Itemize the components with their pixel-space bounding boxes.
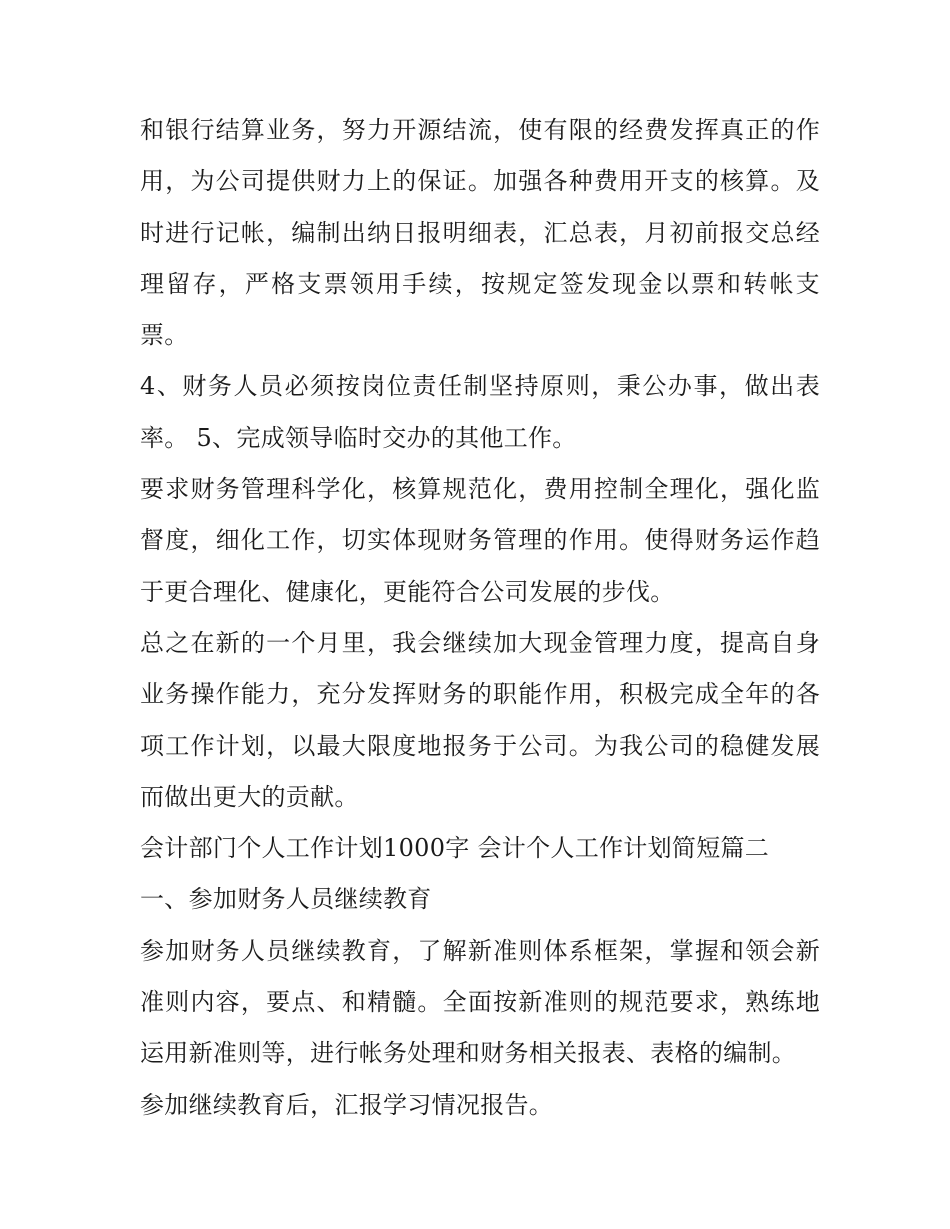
section-title: 会计部门个人工作计划1000字 会计个人工作计划简短篇二 [140,834,770,863]
paragraph-requirements: 要求财务管理科学化，核算规范化，费用控制全理化，强化监督度，细化工作，切实体现财务管理的作用。使得财务运作趋于更合理化、健康化，更能符合公司发展的步伐。 [140,475,820,606]
paragraph-summary: 总之在新的一个月里，我会继续加大现金管理力度，提高自身业务操作能力，充分发挥财务的职能作用，积极完成全年的各项工作计划，以最大限度地报务于公司。为我公司的稳健发展而做出更大的贡献。 [140,628,820,811]
paragraph-duties-4-5: 4、财务人员必须按岗位责任制坚持原则，秉公办事，做出表率。 5、完成领导临时交办的其他工作。 [140,372,820,452]
paragraph-continuing-education: 参加财务人员继续教育，了解新准则体系框架，掌握和领会新准则内容，要点、和精髓。全面按新准则的规范要求，熟练地运用新准则等，进行帐务处理和财务相关报表、表格的编制。 [140,936,820,1068]
document-body [140,105,820,1131]
heading-continuing-education: 一、参加财务人员继续教育 [140,885,432,914]
paragraph-report: 参加继续教育后，汇报学习情况报告。 [140,1090,554,1119]
paragraph-budget-settlement: 和银行结算业务，努力开源结流，使有限的经费发挥真正的作用，为公司提供财力上的保证。加强各种费用开支的核算。及时进行记帐，编制出纳日报明细表，汇总表，月初前报交总经理留存，严格支票领用手续，按规定签发现金以票和转帐支票。 [140,116,820,350]
